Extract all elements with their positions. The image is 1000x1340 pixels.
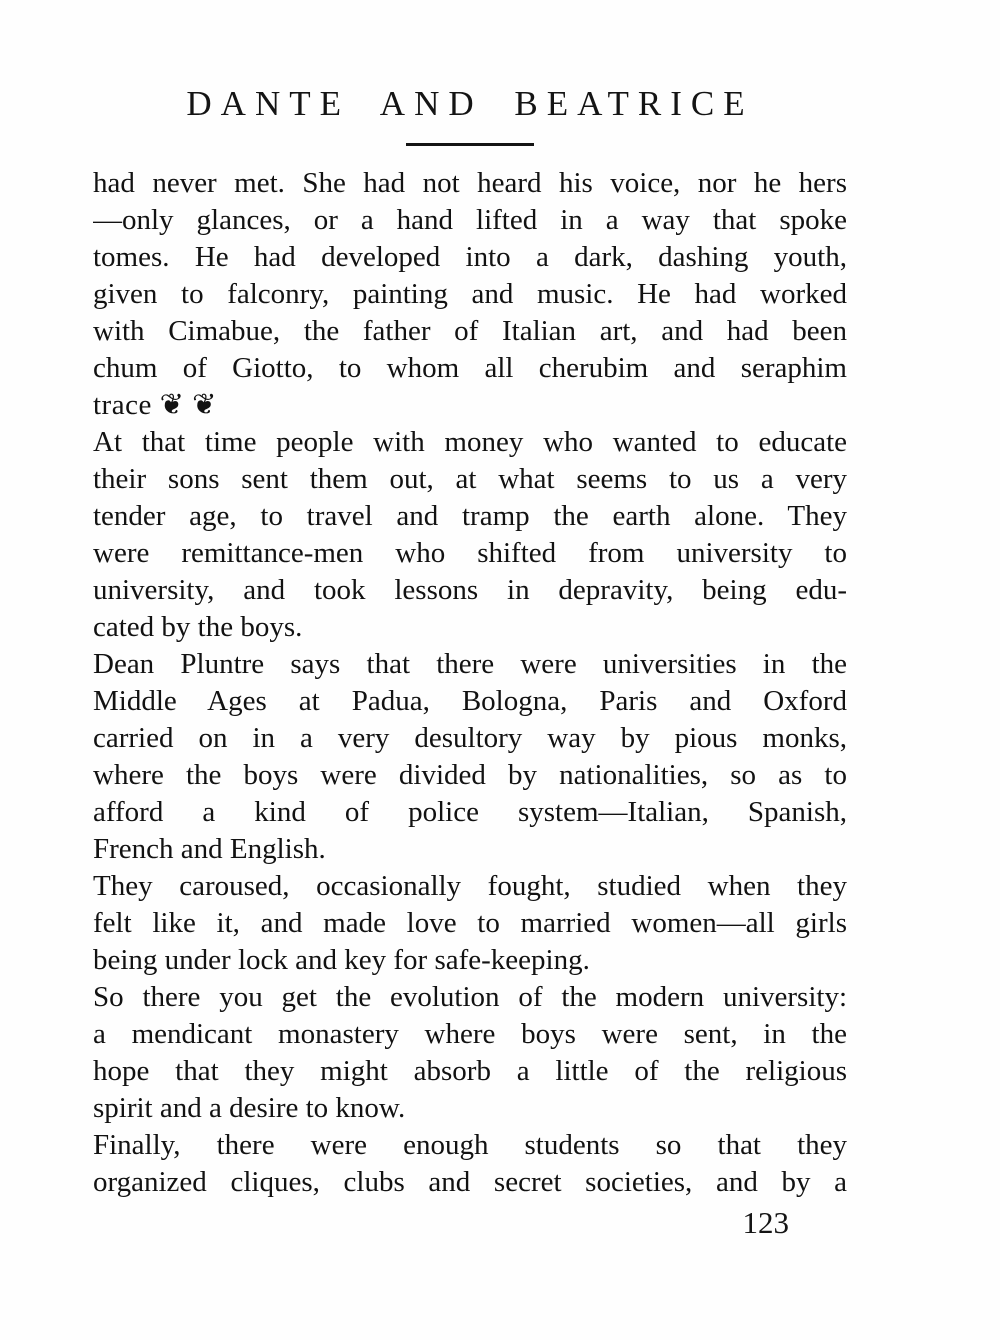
text-line: So there you get the evolution of the modern university: [93, 981, 847, 1013]
paragraph [93, 979, 847, 1127]
paragraph [93, 646, 847, 868]
text-line: being under lock and key for safe-keeping. [93, 944, 590, 976]
text-line: tender age, to travel and tramp the earth alone. They [93, 500, 847, 532]
text-line: Dean Pluntre says that there were universities in the [93, 648, 847, 680]
paragraph [93, 165, 847, 424]
text-line: French and English. [93, 833, 326, 865]
text-line: were remittance-men who shifted from university to [93, 537, 847, 569]
text-line-with-ornament: trace ❦ ❦ [93, 389, 217, 421]
text-line: with Cimabue, the father of Italian art, and had been [93, 315, 847, 347]
paragraphs [93, 165, 847, 1201]
page-title: DANTE AND BEATRICE [186, 84, 754, 123]
page-number: 123 [742, 1205, 789, 1240]
paragraph [93, 1127, 847, 1201]
text-line: chum of Giotto, to whom all cherubim and seraphim [93, 352, 847, 384]
text-line: university, and took lessons in depravity, being edu- [93, 574, 847, 606]
text-line: a mendicant monastery where boys were sent, in the [93, 1018, 847, 1050]
text-line: had never met. She had not heard his voice, nor he hers [93, 167, 847, 199]
text-line: carried on in a very desultory way by pious monks, [93, 722, 847, 754]
text-line: They caroused, occasionally fought, studied when they [93, 870, 847, 902]
text-line: hope that they might absorb a little of the religious [93, 1055, 847, 1087]
text-line: —only glances, or a hand lifted in a way that spoke [93, 204, 847, 236]
text-line: cated by the boys. [93, 611, 303, 643]
paragraph [93, 424, 847, 646]
paragraph [93, 868, 847, 979]
text-line: At that time people with money who wanted to educate [93, 426, 847, 458]
text-line: Middle Ages at Padua, Bologna, Paris and Oxford [93, 685, 847, 717]
text-line: felt like it, and made love to married women—all girls [93, 907, 847, 939]
text-line: given to falconry, painting and music. He had worked [93, 278, 847, 310]
text-line: organized cliques, clubs and secret societies, and by a [93, 1166, 847, 1198]
text-line: where the boys were divided by nationalities, so as to [93, 759, 847, 791]
text-line: spirit and a desire to know. [93, 1092, 406, 1124]
text-line: their sons sent them out, at what seems to us a very [93, 463, 847, 495]
text-line: afford a kind of police system—Italian, Spanish, [93, 796, 847, 828]
text-line: tomes. He had developed into a dark, dashing youth, [93, 241, 847, 273]
title-divider [406, 143, 534, 146]
text-line: Finally, there were enough students so that they [93, 1129, 847, 1161]
text-block [93, 0, 847, 1241]
